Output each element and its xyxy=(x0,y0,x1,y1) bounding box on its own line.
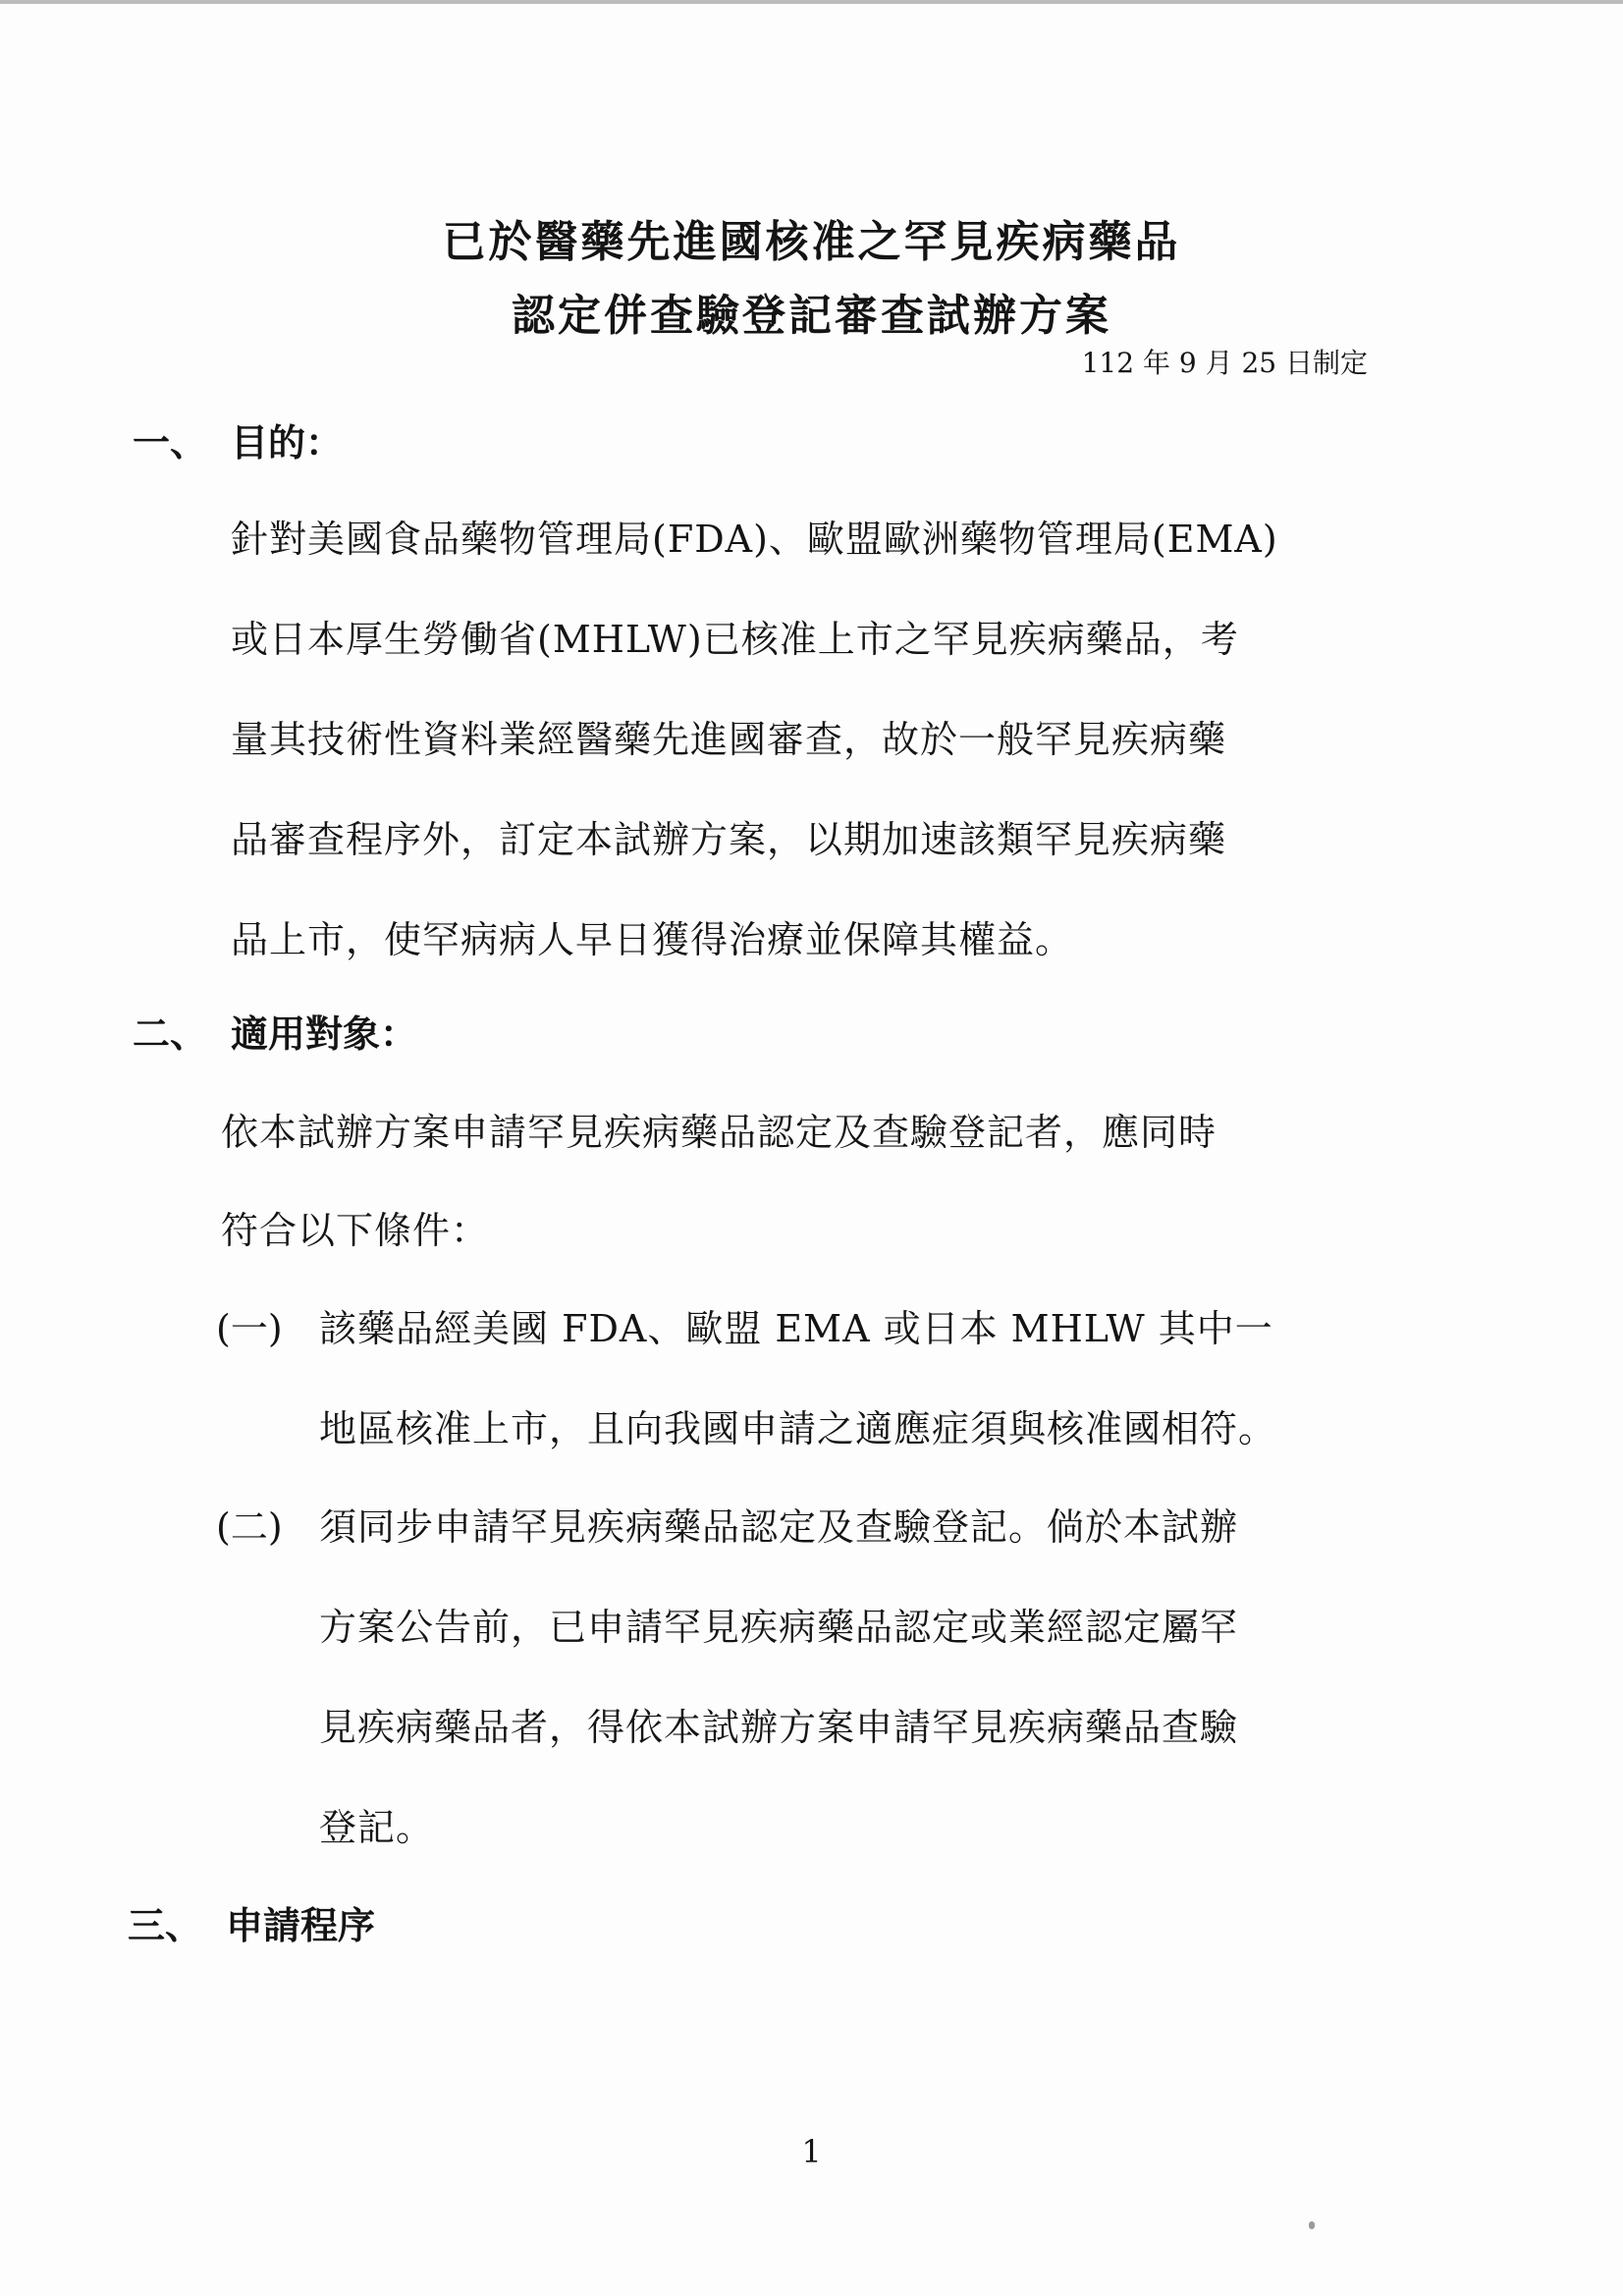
paragraph-line: 量其技術性資料業經醫藥先進國審查，故於一般罕見疾病藥 xyxy=(231,718,1227,761)
section-title: 目的： xyxy=(231,421,344,465)
paragraph-line: 符合以下條件： xyxy=(221,1209,490,1252)
section-heading-procedure xyxy=(128,1895,375,1949)
scan-edge xyxy=(0,0,1623,4)
paragraph-line: 品審查程序外，訂定本試辦方案，以期加速該類罕見疾病藥 xyxy=(231,818,1227,861)
list-item-line: 登記。 xyxy=(319,1806,435,1849)
document-date: 112 年 9 月 25 日制定 xyxy=(1081,347,1368,379)
section-number: 二、 xyxy=(133,1012,208,1056)
list-item-line: 須同步申請罕見疾病藥品認定及查驗登記。倘於本試辦 xyxy=(319,1505,1239,1549)
paragraph-line: 品上市，使罕病病人早日獲得治療並保障其權益。 xyxy=(231,918,1074,961)
section-number: 三、 xyxy=(128,1904,203,1947)
paragraph-line: 或日本厚生勞働省(MHLW)已核准上市之罕見疾病藥品，考 xyxy=(231,618,1239,661)
page-number: 1 xyxy=(801,2133,822,2170)
document-title-line2: 認定併查驗登記審查試辦方案 xyxy=(512,291,1111,341)
list-item-line: 見疾病藥品者，得依本試辦方案申請罕見疾病藥品查驗 xyxy=(319,1706,1239,1749)
section-heading-applicability xyxy=(133,1004,417,1058)
list-item-line: 地區核准上市，且向我國申請之適應症須與核准國相符。 xyxy=(319,1407,1277,1450)
section-title: 申請程序 xyxy=(226,1904,376,1947)
section-title: 適用對象： xyxy=(231,1012,418,1056)
section-heading-purpose xyxy=(133,412,343,466)
paragraph-line: 針對美國食品藥物管理局(FDA)、歐盟歐洲藥物管理局(EMA) xyxy=(231,518,1278,561)
scan-speck xyxy=(1309,2221,1315,2229)
document-title-line1: 已於醫藥先進國核准之罕見疾病藥品 xyxy=(442,217,1181,267)
list-item-marker: (一) xyxy=(216,1307,283,1350)
list-item-line: 該藥品經美國 FDA、歐盟 EMA 或日本 MHLW 其中一 xyxy=(319,1307,1273,1350)
list-item-marker: (二) xyxy=(216,1505,283,1549)
paragraph-line: 依本試辦方案申請罕見疾病藥品認定及查驗登記者，應同時 xyxy=(221,1111,1217,1154)
section-number: 一、 xyxy=(133,421,208,465)
list-item-line: 方案公告前，已申請罕見疾病藥品認定或業經認定屬罕 xyxy=(319,1606,1239,1649)
